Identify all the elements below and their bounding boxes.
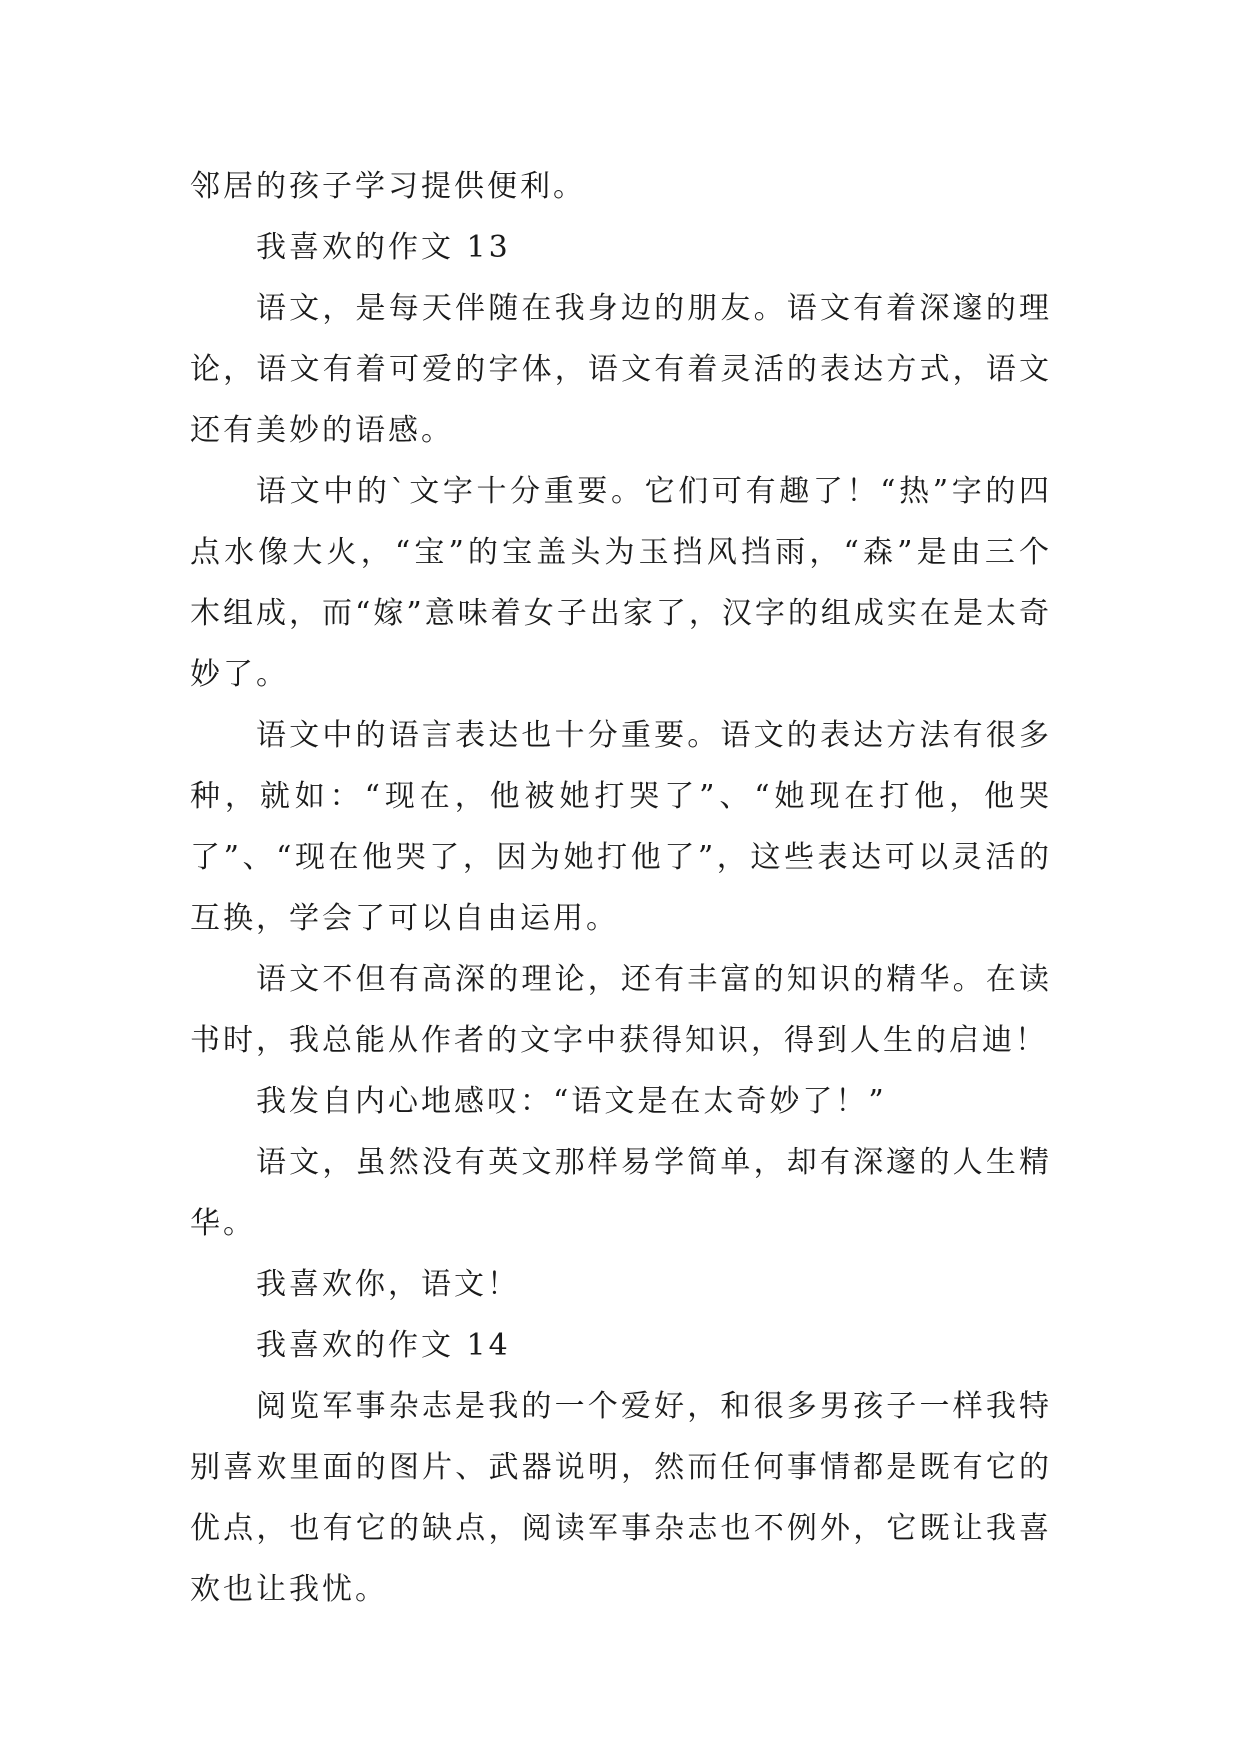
paragraph-continuation: 邻居的孩子学习提供便利。 [190,169,586,204]
essay-heading-14: 我喜欢的作文 14 [256,1328,511,1363]
body-text [190,156,1052,1620]
paragraph: 语文中的语言表达也十分重要。语文的表达方法有很多种，就如：“现在，他被她打哭了”、“她现在打他，他哭了”、“现在他哭了，因为她打他了”，这些表达可以灵活的互换，学会了可以自由运用。 [190,718,1052,936]
paragraph: 语文不但有高深的理论，还有丰富的知识的精华。在读书时，我总能从作者的文字中获得知识，得到人生的启迪！ [190,962,1052,1058]
paragraph: 我喜欢你，语文！ [256,1267,520,1302]
essay-heading-13: 我喜欢的作文 13 [256,230,511,265]
paragraph: 语文，虽然没有英文那样易学简单，却有深邃的人生精华。 [190,1145,1052,1241]
paragraph: 语文中的`文字十分重要。它们可有趣了！“热”字的四点水像大火，“宝”的宝盖头为玉挡风挡雨，“森”是由三个木组成，而“嫁”意味着女子出家了，汉字的组成实在是太奇妙了。 [190,474,1052,692]
paragraph: 语文，是每天伴随在我身边的朋友。语文有着深邃的理论，语文有着可爱的字体，语文有着灵活的表达方式，语文还有美妙的语感。 [190,291,1052,448]
paragraph: 我发自内心地感叹：“语文是在太奇妙了！” [256,1084,887,1119]
paragraph: 阅览军事杂志是我的一个爱好，和很多男孩子一样我特别喜欢里面的图片、武器说明，然而任何事情都是既有它的优点，也有它的缺点，阅读军事杂志也不例外，它既让我喜欢也让我忧。 [190,1389,1052,1607]
